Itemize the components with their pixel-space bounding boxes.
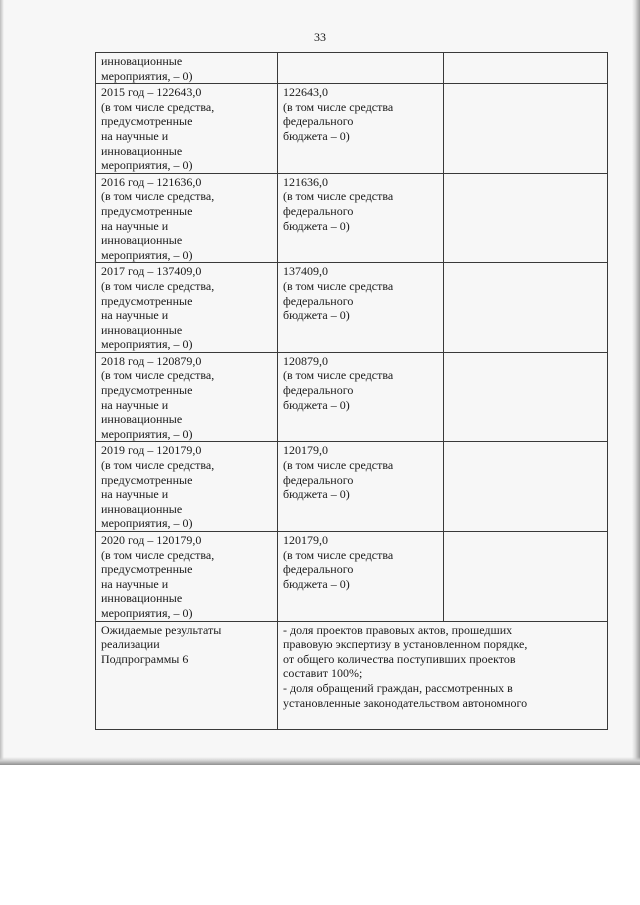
table-row-year xyxy=(96,442,608,532)
funding-table xyxy=(95,52,608,730)
table-cell-federal: 121636,0 (в том числе средства федерального бюджета – 0) xyxy=(278,173,444,263)
page-edge-shadow-right xyxy=(632,0,640,765)
table-cell-year-total: 2017 год – 137409,0 (в том числе средства, предусмотренные на научные и инновационные мероприятия, – 0) xyxy=(96,263,278,353)
table-cell-federal: 122643,0 (в том числе средства федерального бюджета – 0) xyxy=(278,84,444,174)
table-cell-federal: 120879,0 (в том числе средства федерального бюджета – 0) xyxy=(278,352,444,442)
table-cell xyxy=(444,53,608,84)
table-cell xyxy=(444,84,608,174)
table-row-year xyxy=(96,352,608,442)
table-cell-federal: 120179,0 (в том числе средства федерального бюджета – 0) xyxy=(278,442,444,532)
table-cell xyxy=(444,173,608,263)
table-cell xyxy=(444,263,608,353)
page-number: 33 xyxy=(314,30,326,44)
table-cell-federal: 137409,0 (в том числе средства федерального бюджета – 0) xyxy=(278,263,444,353)
table-cell xyxy=(444,532,608,622)
table-row-year xyxy=(96,263,608,353)
expected-results-label: Ожидаемые результаты реализации Подпрограммы 6 xyxy=(96,621,278,729)
table-row-expected-results xyxy=(96,621,608,729)
table-row-year xyxy=(96,173,608,263)
page-edge-shadow-left xyxy=(0,0,4,765)
table-cell xyxy=(444,442,608,532)
table-row-year xyxy=(96,84,608,174)
page-edge-shadow-bottom xyxy=(0,757,640,765)
table-cell: инновационные мероприятия, – 0) xyxy=(96,53,278,84)
table-cell-year-total: 2016 год – 121636,0 (в том числе средства, предусмотренные на научные и инновационные мероприятия, – 0) xyxy=(96,173,278,263)
table-cell xyxy=(444,352,608,442)
table-cell-year-total: 2015 год – 122643,0 (в том числе средства, предусмотренные на научные и инновационные мероприятия, – 0) xyxy=(96,84,278,174)
table-row-continuation xyxy=(96,53,608,84)
table-row-year xyxy=(96,532,608,622)
expected-results-text: - доля проектов правовых актов, прошедших правовую экспертизу в установленном порядке, от общего количества поступивших проектов составит 100%; - доля обращений граждан, рассмотренных в установленные законодательством автономного xyxy=(278,621,608,729)
table-cell-year-total: 2019 год – 120179,0 (в том числе средства, предусмотренные на научные и инновационные мероприятия, – 0) xyxy=(96,442,278,532)
table-cell-year-total: 2020 год – 120179,0 (в том числе средства, предусмотренные на научные и инновационные мероприятия, – 0) xyxy=(96,532,278,622)
table-cell-federal: 120179,0 (в том числе средства федерального бюджета – 0) xyxy=(278,532,444,622)
table-cell-year-total: 2018 год – 120879,0 (в том числе средства, предусмотренные на научные и инновационные мероприятия, – 0) xyxy=(96,352,278,442)
table-cell xyxy=(278,53,444,84)
